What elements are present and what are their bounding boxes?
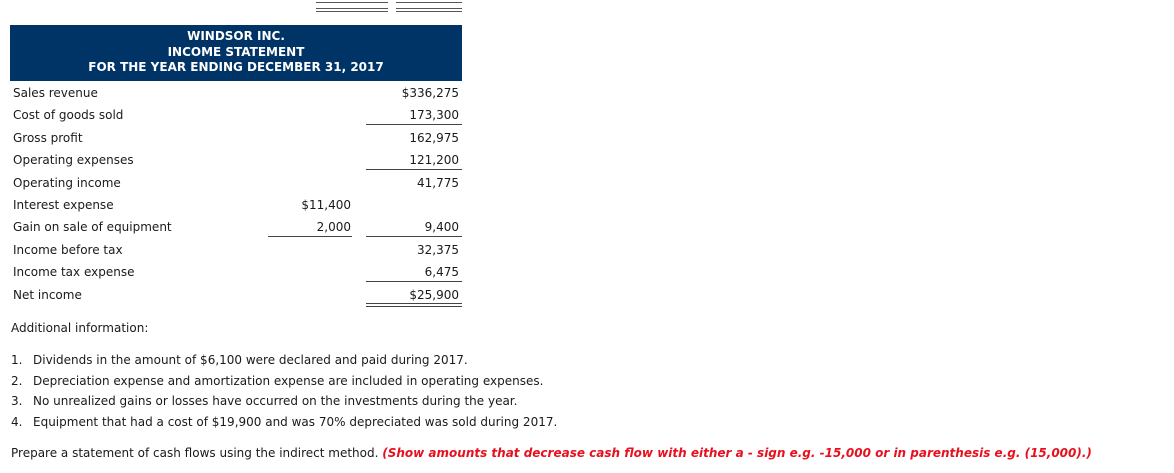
row-amount: $25,900: [409, 288, 459, 302]
row-subamount: 2,000: [316, 220, 351, 234]
additional-information: [11, 321, 1161, 460]
statement-row: [10, 126, 462, 148]
row-amount: $336,275: [401, 86, 459, 100]
row-label: Operating expenses: [13, 153, 134, 167]
row-subamount: $11,400: [301, 198, 351, 212]
statement-row: [10, 193, 462, 215]
subtotal-rule: [366, 281, 462, 282]
statement-row: [10, 148, 462, 170]
row-amount: 32,375: [417, 243, 459, 257]
statement-header: [10, 25, 462, 81]
statement-row: [10, 238, 462, 260]
total-double-rule: [366, 303, 462, 307]
statement-body: [10, 81, 462, 306]
statement-row: [10, 171, 462, 193]
instruction: [11, 446, 1161, 460]
row-amount: 41,775: [417, 176, 459, 190]
instruction-note: (Show amounts that decrease cash flow with either a - sign e.g. -15,000 or in parenthesis e.g. (15,000).): [382, 446, 1092, 460]
row-amount: 173,300: [409, 108, 459, 122]
additional-info-title: Additional information:: [11, 321, 149, 335]
row-label: Net income: [13, 288, 82, 302]
row-label: Income before tax: [13, 243, 123, 257]
statement-title: INCOME STATEMENT: [167, 44, 305, 59]
statement-row: [10, 103, 462, 125]
statement-row: [10, 81, 462, 103]
subtotal-rule: [268, 236, 352, 237]
top-rule: [316, 2, 388, 3]
list-item: 3. No unrealized gains or losses have occurred on the investments during the year.: [11, 394, 518, 408]
list-item: 2. Depreciation expense and amortization expense are included in operating expenses.: [11, 373, 544, 388]
row-label: Gain on sale of equipment: [13, 220, 172, 234]
row-amount: 9,400: [424, 220, 459, 234]
subtotal-rule: [366, 124, 462, 125]
top-rule: [396, 2, 462, 3]
top-double-rule: [316, 8, 388, 12]
row-amount: 6,475: [424, 265, 459, 279]
row-label: Operating income: [13, 176, 121, 190]
row-label: Income tax expense: [13, 265, 135, 279]
statement-row: [10, 215, 462, 237]
list-item: 4. Equipment that had a cost of $19,900 and was 70% depreciated was sold during 2017.: [11, 414, 558, 429]
row-label: Gross profit: [13, 131, 83, 145]
statement-period: FOR THE YEAR ENDING DECEMBER 31, 2017: [88, 60, 384, 74]
statement-row: [10, 283, 462, 305]
row-label: Cost of goods sold: [13, 108, 124, 122]
subtotal-rule: [366, 169, 462, 170]
row-label: Interest expense: [13, 198, 114, 212]
additional-info-list: [11, 350, 1161, 432]
row-label: Sales revenue: [13, 86, 98, 100]
instruction-text: Prepare a statement of cash flows using the indirect method.: [11, 446, 379, 460]
previous-table-fragment: [0, 0, 1174, 14]
income-statement: [10, 25, 462, 306]
statement-row: [10, 260, 462, 282]
row-amount: 162,975: [409, 131, 459, 145]
list-item: 1. Dividends in the amount of $6,100 were declared and paid during 2017.: [11, 353, 468, 367]
subtotal-rule: [366, 236, 462, 237]
company-name: WINDSOR INC.: [187, 29, 285, 43]
row-amount: 121,200: [409, 153, 459, 167]
top-double-rule: [396, 8, 462, 12]
